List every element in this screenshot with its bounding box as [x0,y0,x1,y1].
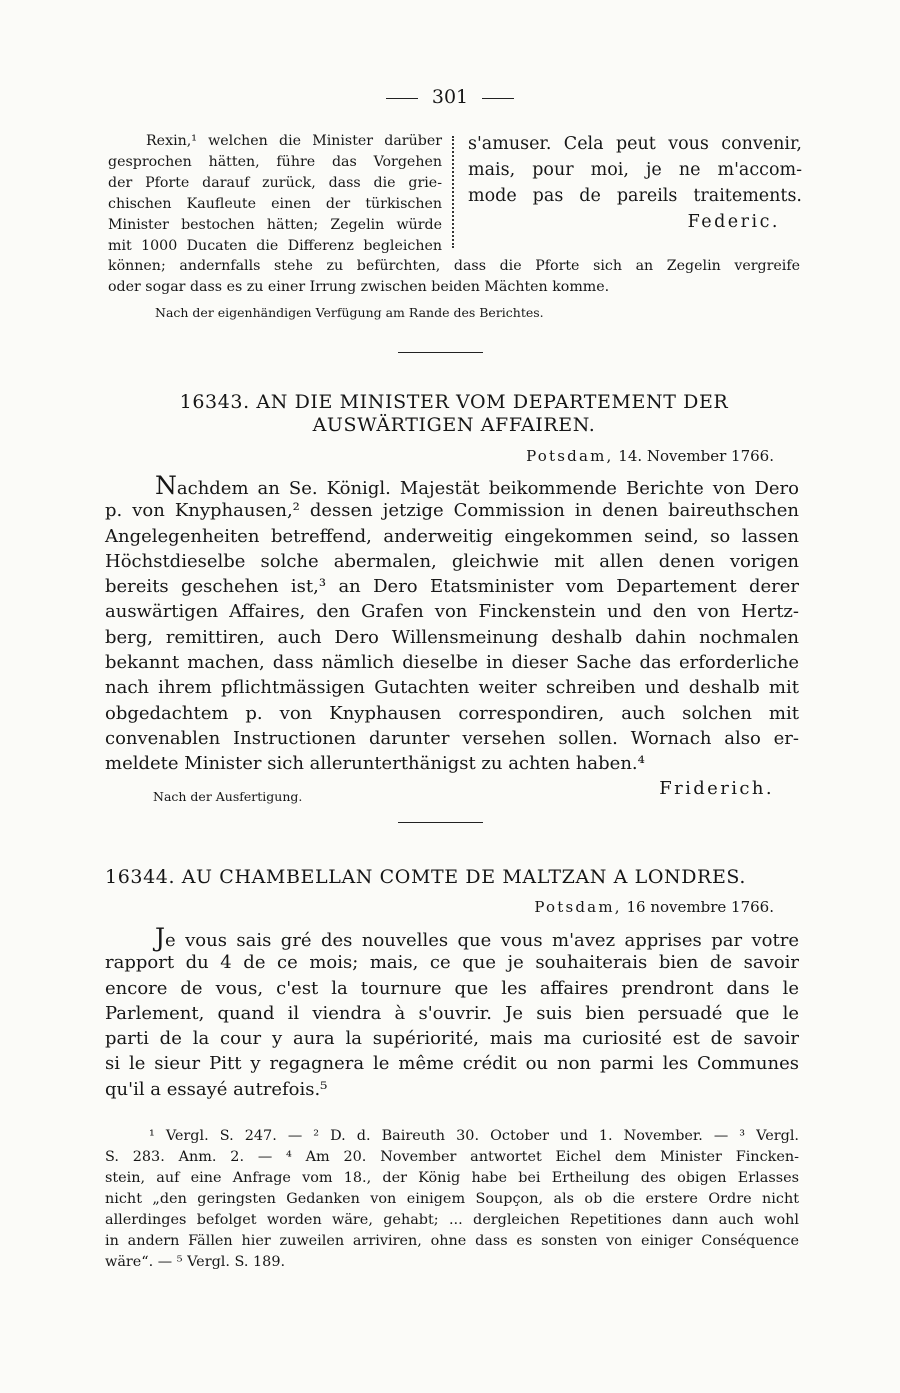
body-line: nach ihrem pflichtmässigen Gutachten weiter schreiben und deshalb mit [105,677,799,699]
footnote-line: in andern Fällen hier zuweilen arriviren, ohne dass es sonsten von einiger Conséquence [105,1233,799,1249]
dropcap: N [155,471,177,500]
body-line: p. von Knyphausen,² dessen jetzige Commission in denen baireuthschen [105,500,799,522]
prev-letter-left-column [108,131,442,257]
body-line: Angelegenheiten betreffend, anderweitig eingekommen seind, so lassen [105,525,799,547]
date: 14. November 1766. [618,447,774,465]
prev-letter-source-note: Nach der eigenhändigen Verfügung am Rande des Berichtes. [155,305,544,320]
body-first-line-text: e vous sais gré des nouvelles que vous m'avez apprises par votre [165,930,799,951]
body-line: bereits geschehen ist,³ an Dero Etatsminister vom Departement derer [105,576,799,598]
left-line: gesprochen hätten, führe das Vorgehen [108,154,442,170]
body-line: berg, remittiren, auch Dero Willensmeinung deshalb dahin nochmalen [105,626,799,648]
left-line: Rexin,¹ welchen die Minister darüber [146,133,442,149]
letter-16343-source-note: Nach der Ausfertigung. [153,789,303,804]
letter-16343-signature: Friderich. [659,778,774,799]
footnote-line: ¹ Vergl. S. 247. — ² D. d. Baireuth 30. October und 1. November. — ³ Vergl. [149,1128,799,1144]
right-line: mode pas de pareils traitements. [468,186,802,206]
letter-number: 16343. [179,391,250,413]
column-divider [452,136,454,248]
left-line: der Pforte darauf zurück, dass die grie- [108,175,442,191]
footnote-line: stein, auf eine Anfrage vom 18., der König habe bei Ertheilung des obigen Erlasses [105,1170,799,1186]
body-line: rapport du 4 de ce mois; mais, ce que je souhaiterais bien de savoir [105,952,799,974]
letter-16343-body [105,473,799,777]
prev-letter-right-column [468,131,802,235]
letter-number: 16344. [105,866,176,888]
body-line: Höchstdieselbe solche abermalen, gleichwie mit allen denen vorigen [105,550,799,572]
continuation-line: oder sogar dass es zu einer Irrung zwischen beiden Mächten komme. [108,279,610,295]
letter-16344-dateline [108,898,774,916]
letter-16343-heading [108,391,800,436]
footnote-line: S. 283. Anm. 2. — ⁴ Am 20. November antwortet Eichel dem Minister Fincken- [105,1149,799,1165]
prev-letter-continuation [108,256,800,298]
right-signature: Federic. [687,212,780,232]
body-line-first [105,925,799,950]
footnote-line: nicht „den geringsten Gedanken von einigem Soupçon, als ob die erstere Ordre nicht [105,1191,799,1207]
body-line: si le sieur Pitt y regagnera le même crédit ou non parmi les Communes [105,1053,799,1075]
left-line: chischen Kaufleute einen der türkischen [108,196,442,212]
right-line: mais, pour moi, je ne m'accom- [468,160,802,180]
heading-line-2: AUSWÄRTIGEN AFFAIREN. [312,414,596,436]
left-line: mit 1000 Ducaten die Differenz begleichen [108,238,442,254]
section-rule [398,822,483,823]
page-number-dash-right [482,98,514,99]
right-line: s'amuser. Cela peut vous convenir, [468,134,802,154]
place: Potsdam, [534,898,622,916]
page-number-row [0,86,900,108]
body-first-line-text: achdem an Se. Königl. Majestät beikommende Berichte von Dero [176,478,799,499]
heading-line-1: AN DIE MINISTER VOM DEPARTEMENT DER [256,391,729,413]
letter-16343-dateline [108,447,774,465]
body-line: Parlement, quand il viendra à s'ouvrir. Je suis bien persuadé que le [105,1002,799,1024]
heading-line-1: AU CHAMBELLAN COMTE DE MALTZAN A LONDRES. [181,866,747,888]
continuation-line: können; andernfalls stehe zu befürchten, dass die Pforte sich an Zegelin vergreife [108,258,800,274]
body-line: qu'il a essayé autrefois.⁵ [105,1078,328,1100]
date: 16 novembre 1766. [626,898,774,916]
body-line: convenablen Instructionen darunter versehen sollen. Wornach also er- [105,727,799,749]
body-line: auswärtigen Affaires, den Grafen von Finckenstein und den von Hertz- [105,601,799,623]
body-line: encore de vous, c'est la tournure que les affaires prendront dans le [105,977,799,999]
body-line: obgedachtem p. von Knyphausen correspondiren, auch solchen mit [105,702,799,724]
place: Potsdam, [526,447,614,465]
left-line: Minister bestochen hätten; Zegelin würde [108,217,442,233]
body-line: meldete Minister sich allerunterthänigst zu achten haben.⁴ [105,753,645,775]
page-number-dash-left [386,98,418,99]
section-rule [398,352,483,353]
page-number: 301 [431,86,469,108]
body-line-first [105,473,799,498]
body-line: parti de la cour y aura la supériorité, mais ma curiosité est de savoir [105,1028,799,1050]
letter-16344-heading [105,866,800,888]
body-line: bekannt machen, dass nämlich dieselbe in dieser Sache das erforderliche [105,652,799,674]
footnote-line: wäre“. — ⁵ Vergl. S. 189. [105,1254,286,1270]
dropcap: J [155,923,166,952]
letter-16344-body [105,925,799,1102]
footnote-line: allerdinges befolget worden wäre, gehabt; ... dergleichen Repetitiones dann auch wohl [105,1212,799,1228]
footnotes [105,1126,799,1273]
